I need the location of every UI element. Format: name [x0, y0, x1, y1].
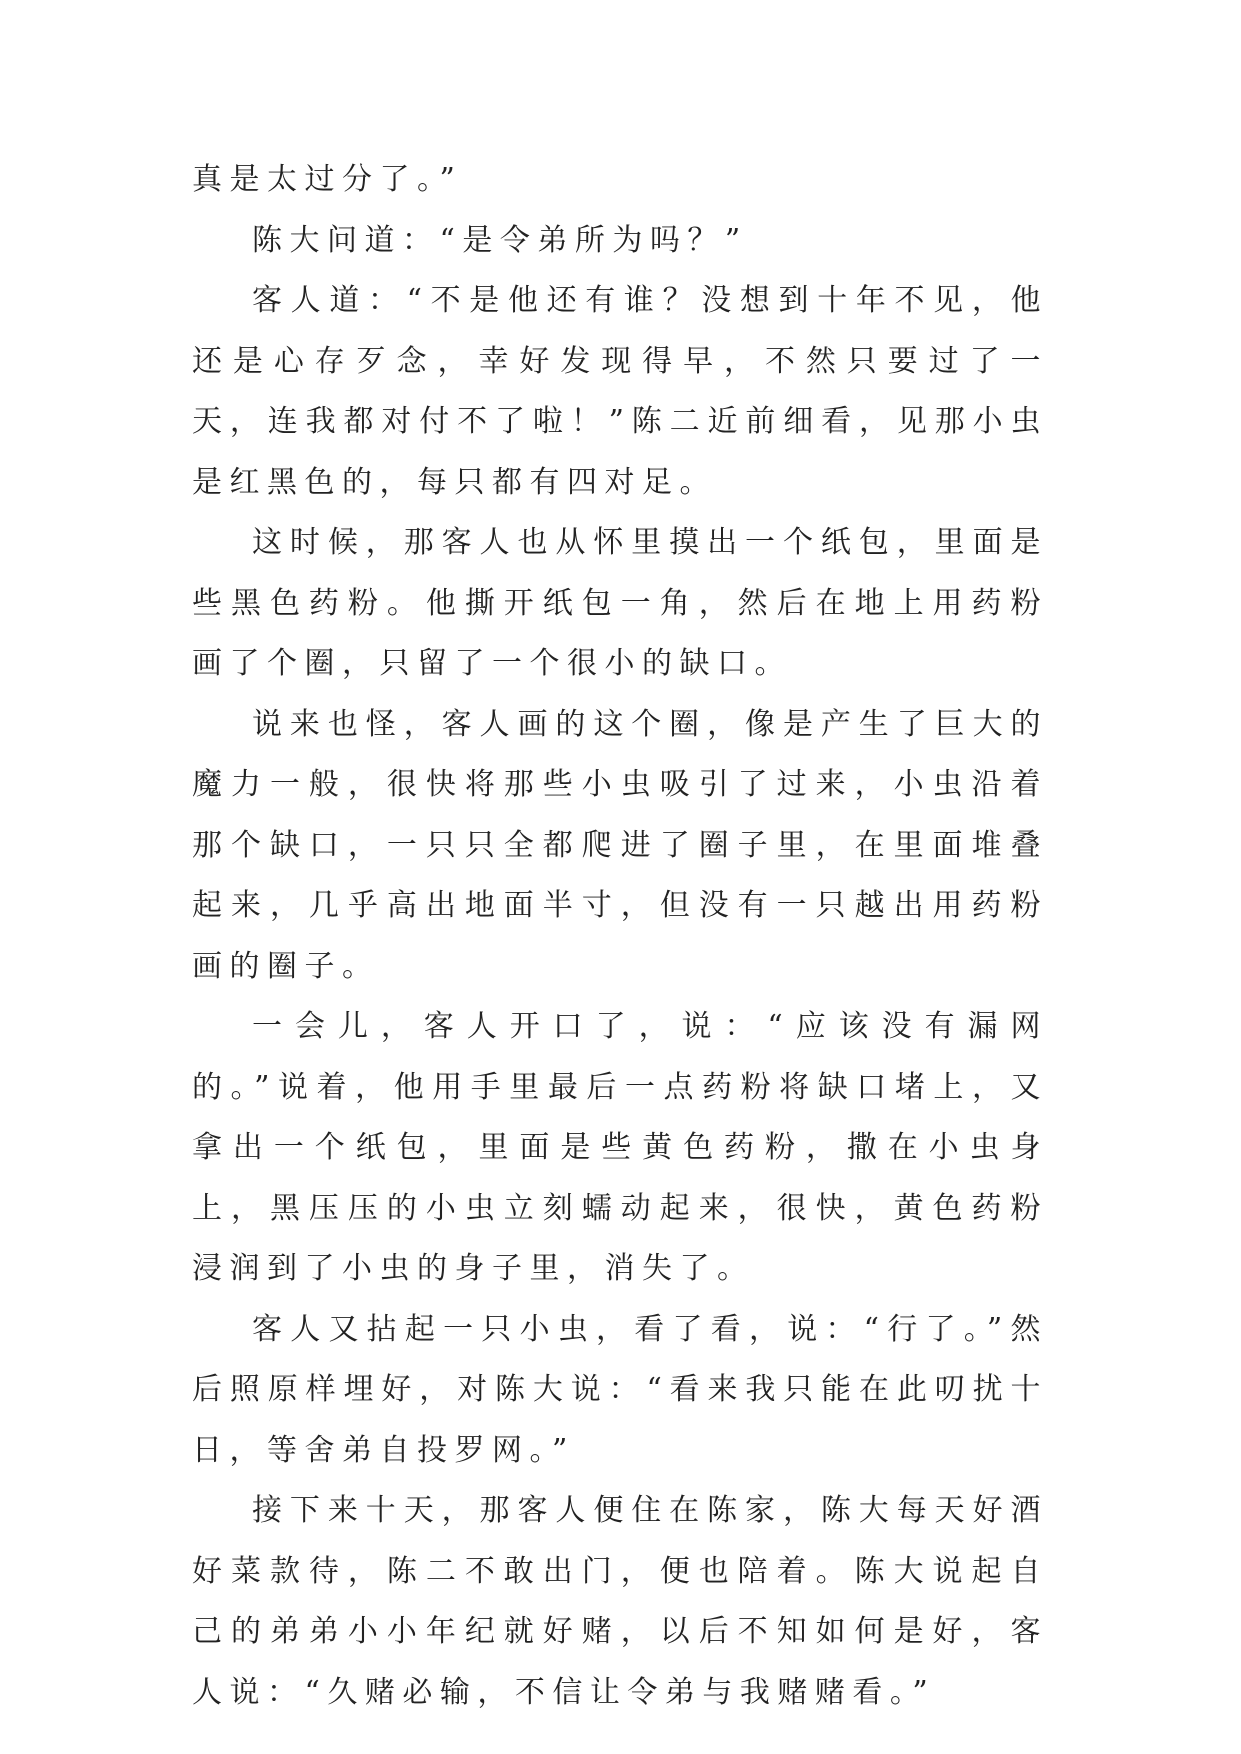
paragraph-5: 说来也怪，客人画的这个圈，像是产生了巨大的魔力一般，很快将那些小虫吸引了过来，小虫沿着那个缺口，一只只全都爬进了圈子里，在里面堆叠起来，几乎高出地面半寸，但没有一只越出用药粉画的圈子。	[192, 706, 1048, 984]
body-text	[192, 150, 1048, 1723]
paragraph-6: 一会儿，客人开口了，说：“应该没有漏网的。”说着，他用手里最后一点药粉将缺口堵上，又拿出一个纸包，里面是些黄色药粉，撒在小虫身上，黑压压的小虫立刻蠕动起来，很快，黄色药粉浸润到了小虫的身子里，消失了。	[192, 1009, 1048, 1286]
paragraph-7: 客人又拈起一只小虫，看了看，说：“行了。”然后照原样埋好，对陈大说：“看来我只能在此叨扰十日，等舍弟自投罗网。”	[192, 1311, 1048, 1468]
paragraph-4: 这时候，那客人也从怀里摸出一个纸包，里面是些黑色药粉。他撕开纸包一角，然后在地上用药粉画了个圈，只留了一个很小的缺口。	[192, 525, 1048, 681]
paragraph-3: 客人道：“不是他还有谁？没想到十年不见，他还是心存歹念，幸好发现得早，不然只要过了一天，连我都对付不了啦！”陈二近前细看，见那小虫是红黑色的，每只都有四对足。	[192, 283, 1048, 500]
paragraph-8: 接下来十天，那客人便住在陈家，陈大每天好酒好菜款待，陈二不敢出门，便也陪着。陈大说起自己的弟弟小小年纪就好赌，以后不知如何是好，客人说：“久赌必输，不信让令弟与我赌赌看。”	[192, 1493, 1048, 1710]
paragraph-2: 陈大问道：“是令弟所为吗？”	[252, 222, 748, 258]
paragraph-1: 真是太过分了。”	[192, 162, 463, 197]
